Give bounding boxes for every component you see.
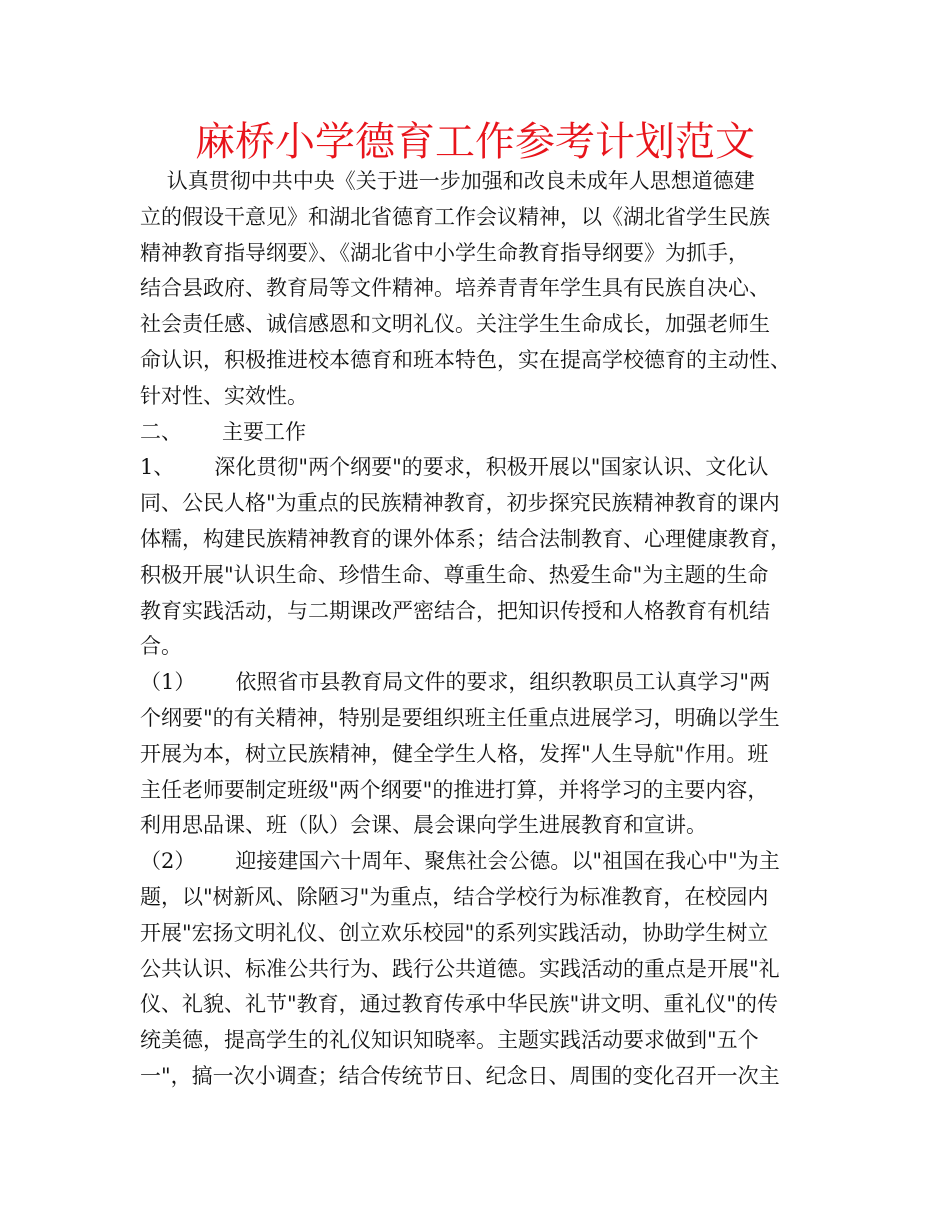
body-line: 结合县政府、教育局等文件精神。培养青青年学生具有民族自决心、	[140, 276, 770, 301]
body-line: （2） 迎接建国六十周年、聚焦社会公德。以"祖国在我心中"为主	[140, 849, 780, 874]
body-line: 统美德，提高学生的礼仪知识知晓率。主题实践活动要求做到"五个	[140, 1028, 759, 1053]
body-line: 公共认识、标准公共行为、践行公共道德。实践活动的重点是开展"礼	[140, 956, 780, 981]
body-line: 主任老师要制定班级"两个纲要"的推进打算，并将学习的主要内容，	[140, 777, 769, 802]
body-line: 精神教育指导纲要》、《湖北省中小学生命教育指导纲要》为抓手，	[140, 240, 749, 265]
document-body	[140, 164, 830, 1095]
body-line: （1） 依照省市县教育局文件的要求，组织教职员工认真学习"两	[140, 670, 771, 695]
body-line: 开展为本，树立民族精神，健全学生人格，发挥"人生导航"作用。班	[140, 741, 769, 766]
body-line: 立的假设干意见》和湖北省德育工作会议精神，以《湖北省学生民族	[140, 204, 770, 229]
body-line: 个纲要"的有关精神，特别是要组织班主任重点进展学习，明确以学生	[140, 705, 780, 730]
body-line: 体糯，构建民族精神教育的课外体系；结合法制教育、心理健康教育，	[140, 526, 791, 551]
body-line: 积极开展"认识生命、珍惜生命、尊重生命、热爱生命"为主题的生命	[140, 562, 769, 587]
body-line: 社会责任感、诚信感恩和文明礼仪。关注学生生命成长，加强老师生	[140, 312, 770, 337]
body-line: 利用思品课、班（队）会课、晨会课向学生进展教育和宣讲。	[140, 813, 707, 838]
body-line: 命认识，积极推进校本德育和班本特色，实在提高学校德育的主动性、	[140, 347, 791, 372]
body-line: 针对性、实效性。	[140, 383, 308, 408]
body-line: 题，以"树新风、除陋习"为重点，结合学校行为标准教育，在校园内	[140, 884, 769, 909]
body-line: 1、 深化贯彻"两个纲要"的要求，积极开展以"国家认识、文化认	[140, 455, 769, 480]
body-line: 合。	[140, 634, 182, 659]
body-line: 认真贯彻中共中央《关于进一步加强和改良未成年人思想道德建	[140, 169, 755, 193]
document-title: 麻桥小学德育工作参考计划范文	[195, 119, 755, 165]
body-line: 开展"宏扬文明礼仪、创立欢乐校园"的系列实践活动，协助学生树立	[140, 920, 769, 945]
body-line: 二、 主要工作	[140, 419, 307, 444]
body-line: 一"，搞一次小调查；结合传统节日、纪念日、周围的变化召开一次主	[140, 1063, 780, 1088]
body-line: 同、公民人格"为重点的民族精神教育，初步探究民族精神教育的课内	[140, 491, 780, 516]
body-line: 仪、礼貌、礼节"教育，通过教育传承中华民族"讲文明、重礼仪"的传	[140, 992, 778, 1017]
body-line: 教育实践活动，与二期课改严密结合，把知识传授和人格教育有机结	[140, 598, 770, 623]
